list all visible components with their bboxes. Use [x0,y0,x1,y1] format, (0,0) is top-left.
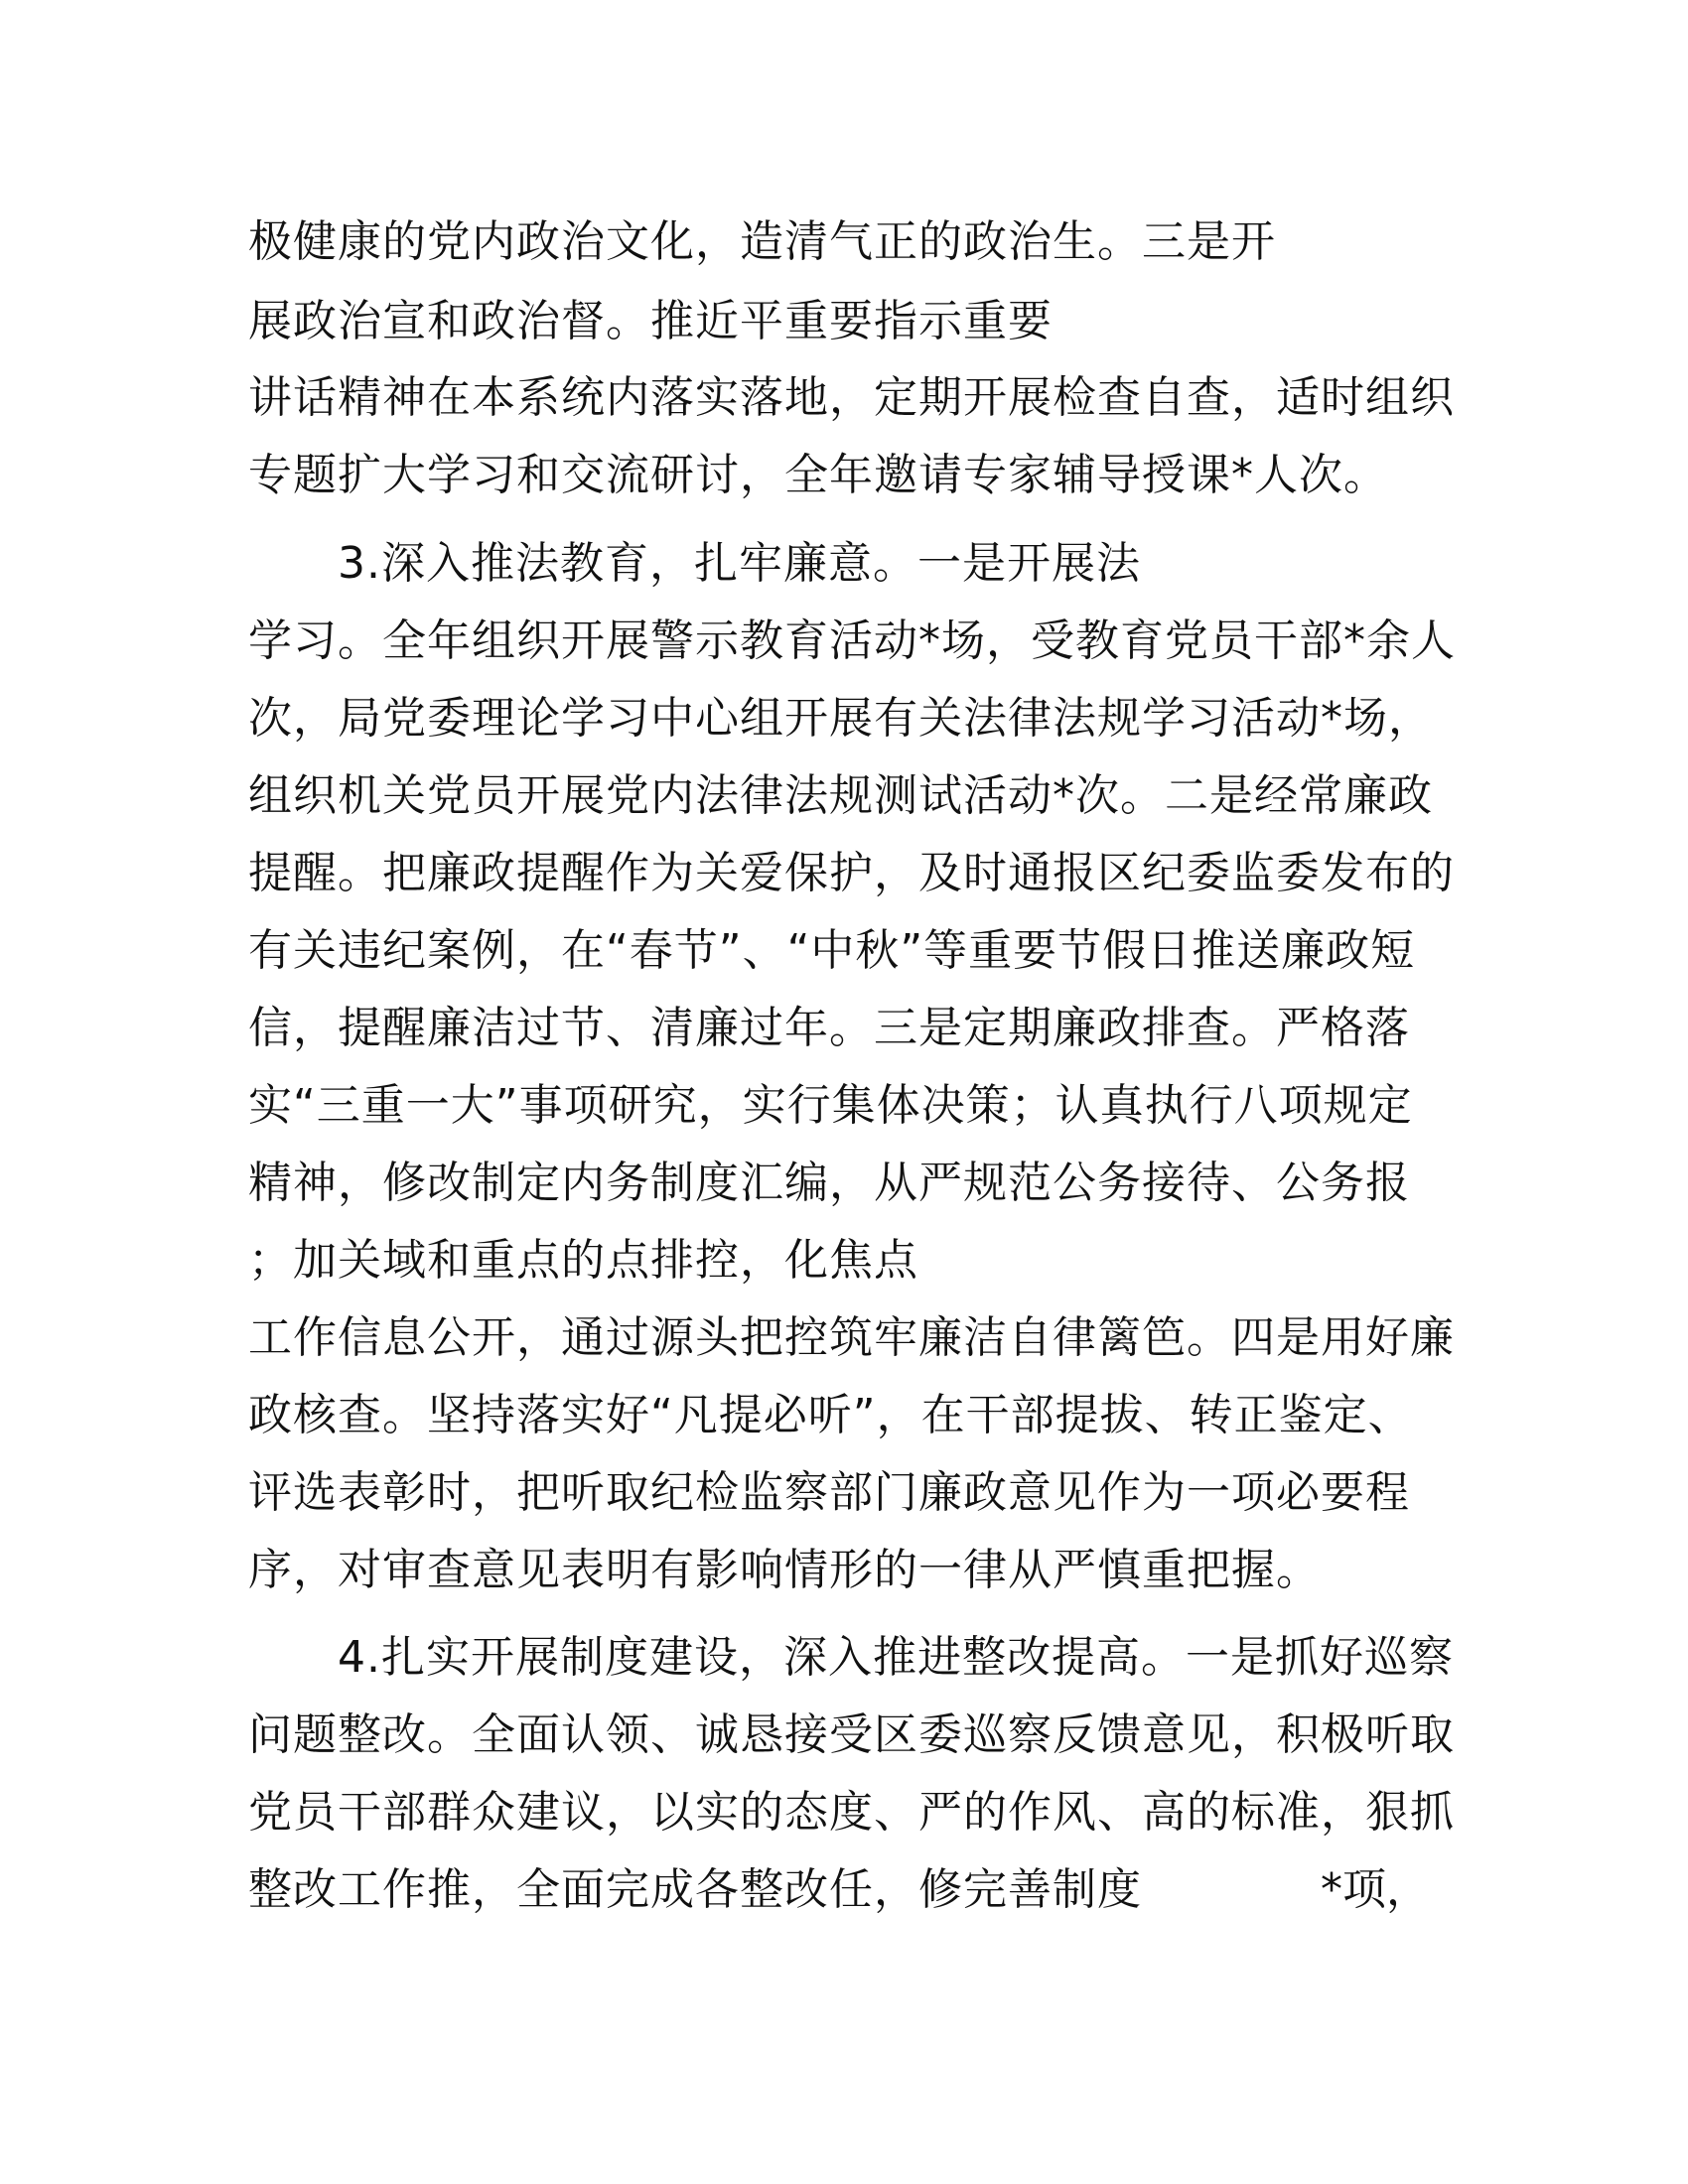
text-line: 提醒。把廉政提醒作为关爱保护，及时通报区纪委监委发布的 [248,848,1455,898]
paragraph-heading-4: 4.扎实开展制度建设，深入推进整改提高。一是抓好巡察 [338,1632,1454,1683]
text-line-fragment: *项， [1321,1864,1430,1915]
paragraph-heading-3: 3.深入推法教育，扎牢廉意。一是开展法 [338,538,1141,589]
text-line: ；加关域和重点的点排控，化焦点 [248,1235,918,1286]
text-line: 整改工作推，全面完成各整改任，修完善制度 [248,1864,1142,1915]
text-line: 有关违纪案例，在“春节”、“中秋”等重要节假日推送廉政短 [248,925,1416,976]
text-line: 精神，修改制定内务制度汇编，从严规范公务接待、公务报 [248,1158,1410,1208]
text-line: 组织机关党员开展党内法律法规测试活动*次。二是经常廉政 [248,770,1433,821]
text-line: 党员干部群众建议，以实的态度、严的作风、高的标准，狠抓 [248,1787,1455,1838]
text-line: 工作信息公开，通过源头把控筑牢廉洁自律篱笆。四是用好廉 [248,1312,1455,1363]
text-line: 政核查。坚持落实好“凡提必听”，在干部提拔、转正鉴定、 [248,1390,1413,1440]
text-line: 讲话精神在本系统内落实落地，定期开展检查自查，适时组织 [248,372,1455,423]
text-line: 专题扩大学习和交流研讨，全年邀请专家辅导授课*人次。 [248,450,1388,500]
text-line: 展政治宣和政治督。推近平重要指示重要 [248,296,1053,346]
text-line: 次，局党委理论学习中心组开展有关法律法规学习活动*场， [248,693,1433,744]
text-line: 评选表彰时，把听取纪检监察部门廉政意见作为一项必要程 [248,1467,1410,1518]
text-line: 序，对审查意见表明有影响情形的一律从严慎重把握。 [248,1545,1321,1595]
text-line: 信，提醒廉洁过节、清廉过年。三是定期廉政排查。严格落 [248,1003,1410,1053]
text-line: 问题整改。全面认领、诚恳接受区委巡察反馈意见，积极听取 [248,1709,1455,1760]
text-line: 极健康的党内政治文化，造清气正的政治生。三是开 [248,216,1276,267]
text-line: 实“三重一大”事项研究，实行集体决策；认真执行八项规定 [248,1080,1413,1131]
text-line: 学习。全年组织开展警示教育活动*场，受教育党员干部*余人 [248,615,1456,666]
